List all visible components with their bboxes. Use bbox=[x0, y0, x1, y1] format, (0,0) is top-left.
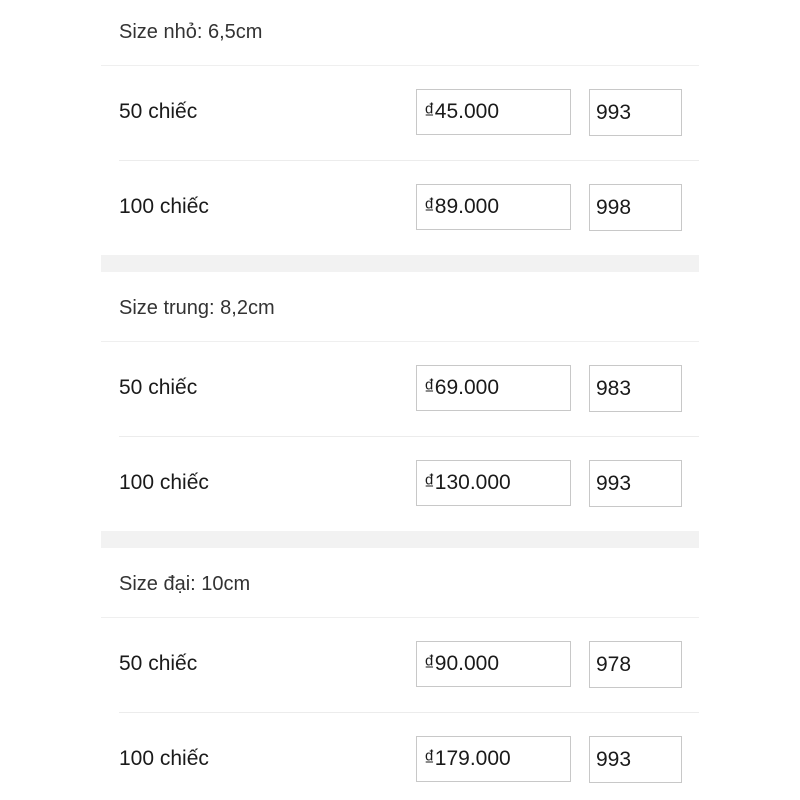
variant-label: 100 chiếc bbox=[119, 747, 209, 770]
section-title: Size đại: 10cm bbox=[101, 552, 699, 618]
variant-label: 100 chiếc bbox=[119, 471, 209, 494]
section-title: Size trung: 8,2cm bbox=[101, 276, 699, 342]
variant-label: 50 chiếc bbox=[119, 100, 198, 123]
size-section-large bbox=[101, 552, 699, 800]
price-field[interactable]: ₫179.000 bbox=[416, 736, 571, 782]
stock-quantity-field[interactable]: 998 bbox=[589, 184, 682, 231]
stock-quantity-field[interactable]: 993 bbox=[589, 89, 682, 136]
variant-row[interactable] bbox=[119, 713, 699, 800]
variant-row[interactable] bbox=[119, 437, 699, 532]
variant-row[interactable] bbox=[119, 161, 699, 256]
section-title: Size nhỏ: 6,5cm bbox=[101, 0, 699, 66]
variant-label: 50 chiếc bbox=[119, 376, 198, 399]
variant-row[interactable] bbox=[119, 66, 699, 161]
stock-quantity-field[interactable]: 983 bbox=[589, 365, 682, 412]
variant-row[interactable] bbox=[119, 342, 699, 437]
variant-row[interactable] bbox=[119, 618, 699, 713]
size-section-medium bbox=[101, 276, 699, 532]
price-field[interactable]: ₫130.000 bbox=[416, 460, 571, 506]
price-field[interactable]: ₫89.000 bbox=[416, 184, 571, 230]
price-field[interactable]: ₫69.000 bbox=[416, 365, 571, 411]
section-divider bbox=[101, 531, 699, 548]
variant-label: 50 chiếc bbox=[119, 652, 198, 675]
price-field[interactable]: ₫90.000 bbox=[416, 641, 571, 687]
variant-label: 100 chiếc bbox=[119, 195, 209, 218]
section-divider bbox=[101, 255, 699, 272]
stock-quantity-field[interactable]: 978 bbox=[589, 641, 682, 688]
stock-quantity-field[interactable]: 993 bbox=[589, 736, 682, 783]
stock-quantity-field[interactable]: 993 bbox=[589, 460, 682, 507]
price-field[interactable]: ₫45.000 bbox=[416, 89, 571, 135]
size-section-small bbox=[101, 0, 699, 256]
